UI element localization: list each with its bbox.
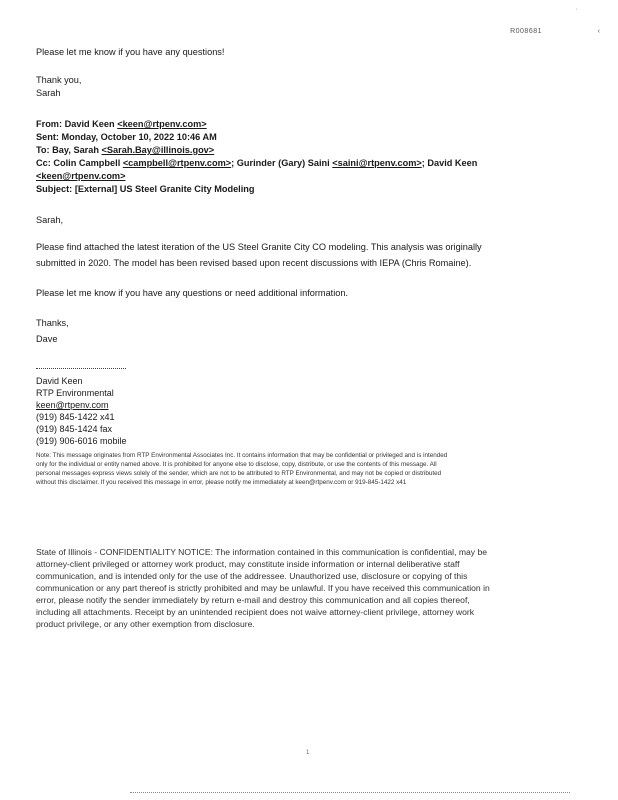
intro-line: Please let me know if you have any questions! — [36, 47, 225, 57]
to-row — [36, 144, 214, 156]
confidential-line5: error, please notify the sender immediately by return e-mail and destroy this communication and all copies thereof, — [36, 595, 470, 605]
signature-block — [36, 375, 127, 447]
from-email-link[interactable]: <keen@rtpenv.com> — [117, 119, 207, 129]
confidential-line2: attorney-client privileged or attorney work product, may constitute inside information or internal deliberative staff — [36, 559, 460, 569]
disclaimer-line4: without this disclaimer. If you received this message in error, please notify me immediately at keen@rtpenv.com or 919-845-1422 x41 — [36, 479, 407, 486]
disclaimer-line2: only for the individual or entity named above. It is prohibited for anyone else to disclose, copy, distribute, or use the contents of this message. All — [36, 461, 437, 468]
scan-mark: · — [575, 6, 578, 13]
from-value: David Keen — [64, 119, 115, 129]
intro-thanks: Thank you, — [36, 75, 82, 85]
confidential-line7: product privilege, or any other exemption from disclosure. — [36, 619, 255, 629]
signature-fax: (919) 845-1424 fax — [36, 424, 113, 434]
signature-name: David Keen — [36, 376, 83, 386]
from-label: From: — [36, 119, 63, 129]
body-closing-name: Dave — [36, 334, 58, 344]
confidential-line6: including all attachments. Receipt by an unintended recipient does not waive attorney-client privilege, attorney work — [36, 607, 475, 617]
corner-mark: ‹ — [597, 28, 600, 35]
from-row — [36, 118, 207, 130]
body-greeting: Sarah, — [36, 215, 64, 225]
intro-name: Sarah — [36, 88, 61, 98]
signature-email-link[interactable]: keen@rtpenv.com — [36, 400, 109, 410]
signature-phone: (919) 845-1422 x41 — [36, 412, 115, 422]
signature-mobile: (919) 906-6016 mobile — [36, 436, 127, 446]
disclaimer-line3: personal messages express views solely of the sender, which are not to be attributed to RTP Environmental, and may not be copied or distributed — [36, 470, 442, 477]
confidential-line4: communication or any part thereof is strictly prohibited and may be unlawful. If you have received this communication in — [36, 583, 490, 593]
subject-value: [External] US Steel Granite City Modeling — [74, 184, 255, 194]
cc-email-link-3[interactable]: <keen@rtpenv.com> — [36, 171, 126, 181]
cc-email-link-2[interactable]: <saini@rtpenv.com> — [332, 158, 422, 168]
confidential-line1: State of Illinois - CONFIDENTIALITY NOTICE: The information contained in this communication is confidential, may be — [36, 547, 488, 557]
disclaimer-line1: Note: This message originates from RTP Environmental Associates Inc. It contains information that may be confidential or privileged and is intended — [36, 452, 448, 459]
cc-value-3: ; David Keen — [421, 158, 478, 168]
cc-value-1: Colin Campbell — [53, 158, 121, 168]
bottom-scan-line — [130, 792, 570, 793]
body-para1-line2: submitted in 2020. The model has been revised based upon recent discussions with IEPA (Chris Romaine). — [36, 258, 472, 268]
sent-label: Sent: — [36, 132, 59, 142]
cc-row-continued — [36, 170, 125, 182]
cc-value-2: ; Gurinder (Gary) Saini — [231, 158, 330, 168]
signature-divider — [36, 368, 126, 369]
sent-row — [36, 131, 217, 143]
confidentiality-notice — [36, 546, 582, 630]
body-para1-line1: Please find attached the latest iteration of the US Steel Granite City CO modeling. This analysis was originally — [36, 242, 482, 252]
body-closing: Thanks, — [36, 318, 69, 328]
body-para2: Please let me know if you have any questions or need additional information. — [36, 288, 349, 298]
sent-value: Monday, October 10, 2022 10:46 AM — [61, 132, 217, 142]
cc-label: Cc: — [36, 158, 51, 168]
cc-email-link-1[interactable]: <campbell@rtpenv.com> — [122, 158, 232, 168]
cc-row — [36, 157, 477, 169]
signature-company: RTP Environmental — [36, 388, 114, 398]
to-label: To: — [36, 145, 50, 155]
to-email-link[interactable]: <Sarah.Bay@illinois.gov> — [101, 145, 215, 155]
bates-number: R008681 — [510, 28, 542, 35]
to-value: Bay, Sarah — [52, 145, 99, 155]
subject-label: Subject: — [36, 184, 73, 194]
subject-row — [36, 183, 255, 195]
footer-page-mark: 1 — [306, 750, 310, 756]
confidential-line3: communication, and is intended only for the use of the addressee. Unauthorized use, disclosure or copying of this — [36, 571, 468, 581]
